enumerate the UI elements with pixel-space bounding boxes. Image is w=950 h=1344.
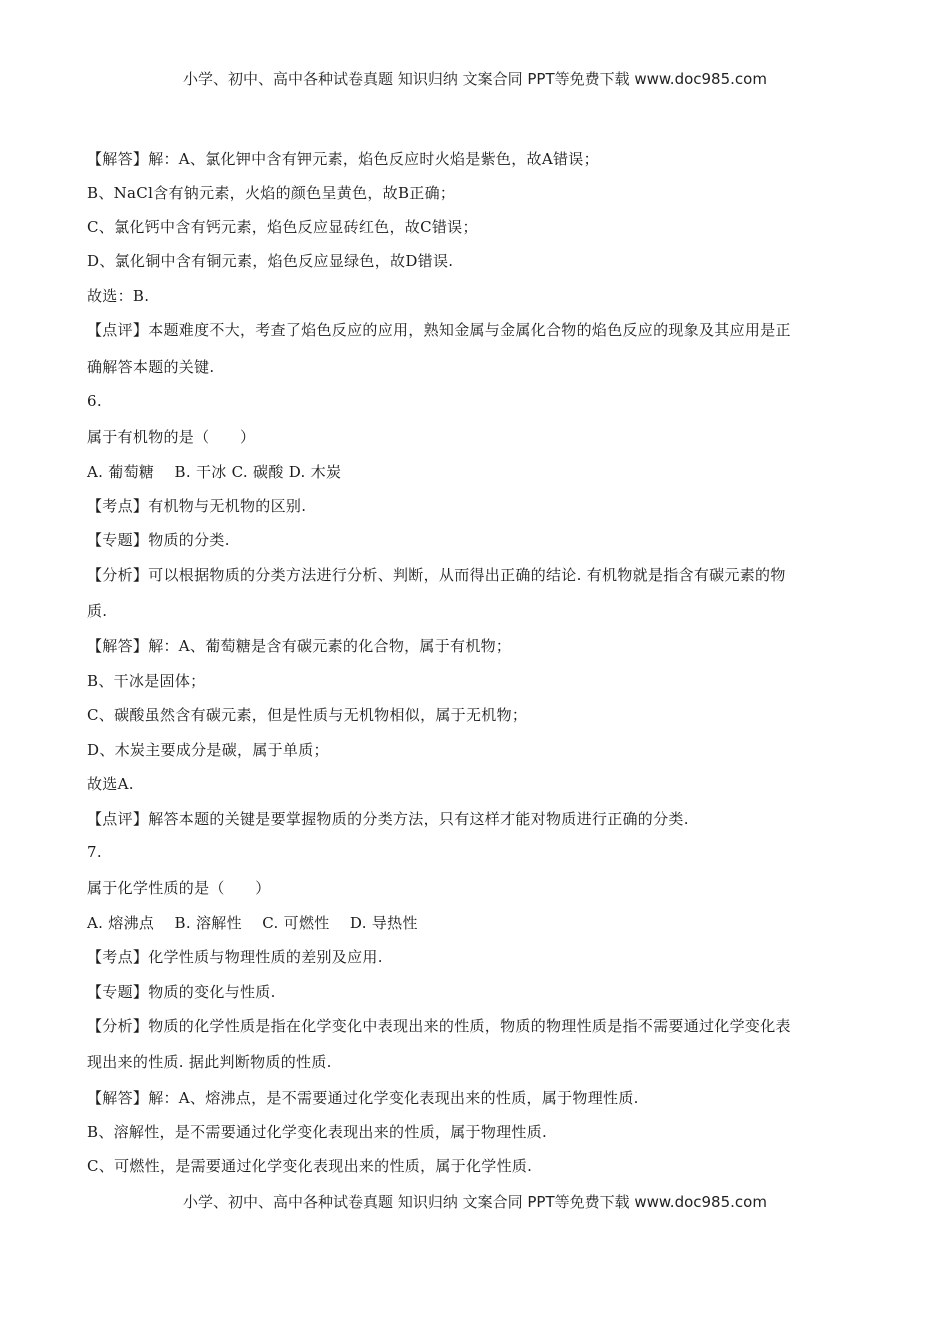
text-line: B、干冰是固体； <box>87 672 206 690</box>
text-line: 【解答】解：A、氯化钾中含有钾元素，焰色反应时火焰是紫色，故A错误； <box>87 150 599 168</box>
question-options: A. 葡萄糖 B. 干冰 C. 碳酸 D. 木炭 <box>87 463 342 481</box>
text-line: B、溶解性，是不需要通过化学变化表现出来的性质，属于物理性质. <box>87 1123 548 1141</box>
page-header: 小学、初中、高中各种试卷真题 知识归纳 文案合同 PPT等免费下载 www.doc985.com <box>183 70 767 88</box>
text-line: 【点评】解答本题的关键是要掌握物质的分类方法，只有这样才能对物质进行正确的分类. <box>87 810 689 828</box>
text-line: 【分析】可以根据物质的分类方法进行分析、判断，从而得出正确的结论. 有机物就是指含有碳元素的物 <box>87 566 786 584</box>
text-line: 质. <box>87 602 108 620</box>
page-footer: 小学、初中、高中各种试卷真题 知识归纳 文案合同 PPT等免费下载 www.doc985.com <box>183 1193 767 1211</box>
question-stem: 属于化学性质的是（ ） <box>87 879 271 897</box>
text-line: 【专题】物质的变化与性质. <box>87 983 276 1001</box>
text-line: 【点评】本题难度不大，考查了焰色反应的应用，熟知金属与金属化合物的焰色反应的现象及其应用是正 <box>87 321 791 339</box>
text-line: 【考点】有机物与无机物的区别. <box>87 497 307 515</box>
text-line: 故选：B. <box>87 287 150 305</box>
text-line: D、木炭主要成分是碳，属于单质； <box>87 741 329 759</box>
text-line: 【分析】物质的化学性质是指在化学变化中表现出来的性质，物质的物理性质是指不需要通过化学变化表 <box>87 1017 791 1035</box>
text-line: 【专题】物质的分类. <box>87 531 230 549</box>
text-line: 【考点】化学性质与物理性质的差别及应用. <box>87 948 383 966</box>
text-line: 【解答】解：A、葡萄糖是含有碳元素的化合物，属于有机物； <box>87 637 512 655</box>
text-line: 现出来的性质. 据此判断物质的性质. <box>87 1053 332 1071</box>
text-line: 故选A. <box>87 775 134 793</box>
text-line: 【解答】解：A、熔沸点，是不需要通过化学变化表现出来的性质，属于物理性质. <box>87 1089 639 1107</box>
text-line: C、氯化钙中含有钙元素，焰色反应显砖红色，故C错误； <box>87 218 478 236</box>
text-line: B、NaCl含有钠元素，火焰的颜色呈黄色，故B正确； <box>87 184 456 202</box>
question-number: 7. <box>87 843 102 861</box>
text-line: D、氯化铜中含有铜元素，焰色反应显绿色，故D错误. <box>87 252 454 270</box>
question-number: 6. <box>87 392 102 410</box>
text-line: 确解答本题的关键. <box>87 358 215 376</box>
question-stem: 属于有机物的是（ ） <box>87 428 256 446</box>
text-line: C、可燃性，是需要通过化学变化表现出来的性质，属于化学性质. <box>87 1157 533 1175</box>
text-line: C、碳酸虽然含有碳元素，但是性质与无机物相似，属于无机物； <box>87 706 528 724</box>
question-options: A. 熔沸点 B. 溶解性 C. 可燃性 D. 导热性 <box>87 914 418 932</box>
